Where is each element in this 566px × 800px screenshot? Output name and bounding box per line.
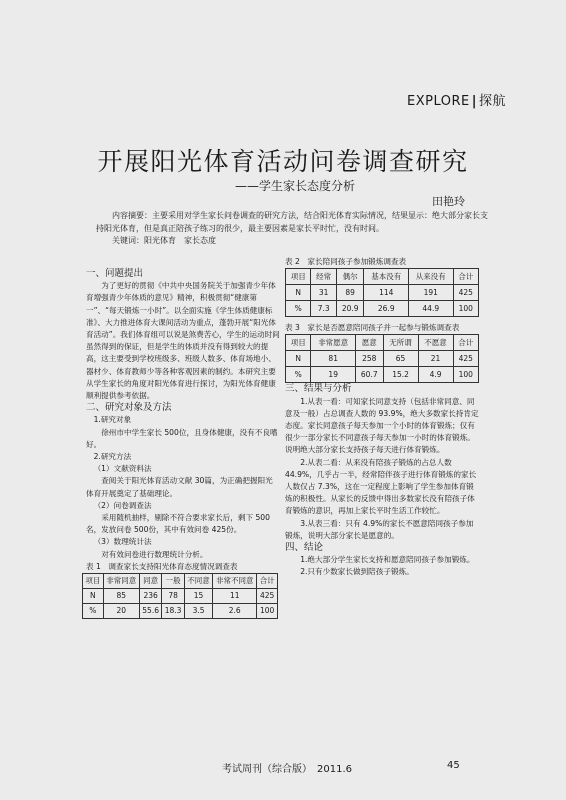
section-heading: 四、结论 (285, 542, 324, 554)
table-header-cell: 项目 (83, 574, 104, 589)
author-name: 田艳玲 (432, 195, 465, 208)
table-header-cell: 非常同意 (103, 574, 139, 589)
table-cell: 20 (103, 604, 139, 619)
paragraph: 2.从表二看：从来没有陪孩子锻炼的占总人数 44.9%，几乎占一半，经常陪伴孩子进行体育锻炼的家长人数仅占 7.3%，这在一定程度上影响了学生参加体育锻炼的积极性。从家长的反馈中得出多数家长没有陪孩子体育锻炼的意识，再加上家长平时生活工作较忙。 (285, 457, 477, 516)
paragraph: 查阅关于阳光体育活动文献 30篇，为正确把握阳光体育开展奠定了基础理论。 (86, 476, 273, 498)
table-cell: 425 (453, 285, 478, 301)
table-cell: 20.9 (336, 301, 364, 317)
table-caption: 表 3 家长是否愿意陪同孩子并一起参与锻炼调查表 (285, 323, 460, 333)
table-row (286, 367, 479, 383)
paragraph: 对有效问卷进行数理统计分析。 (101, 549, 208, 559)
table-cell: N (83, 589, 104, 604)
keywords: 关键词：阳光体育 家长态度 (112, 236, 216, 245)
paragraph: 为了更好的贯彻《中共中央国务院关于加强青少年体育增强青少年体质的意见》精神，积极贯彻“健康第一”、“每天锻炼一小时”。以全面实施《学生体质健康标准》、大力推进体育大课间活动为重点，蓬勃开展“阳光体育活动”。我们体育组可以说是煞费苦心，学生的运动时间虽然得到的保证，但是学生的体质并没有得到较大的提高，这主要受到学校班级多、班级人数多、体育场地小、器材少、体育教师少等各种客观因素的制约。本研究主要从学生家长的角度对阳光体育进行探讨，为阳光体育健康顺利提供参考依据。 (86, 281, 280, 401)
table-cell: 18.3 (162, 604, 184, 619)
table-cell: 258 (355, 351, 383, 367)
abstract-text: 内容摘要：主要采用对学生家长问卷调查的研究方法，结合阳光体育实际情况，结果显示：绝大部分家长支持阳光体育，但是真正陪孩子练习的很少，最主要因素是家长平时忙，没有时间。 (96, 211, 488, 233)
table-cell: 60.7 (355, 367, 383, 383)
table-cell: 7.3 (311, 301, 336, 317)
table-header-cell: 合计 (453, 335, 478, 351)
table-header-cell: 经常 (311, 269, 336, 285)
table-cell: 81 (311, 351, 356, 367)
table-header-cell: 无所谓 (383, 335, 418, 351)
table-header-cell: 不同意 (184, 574, 212, 589)
table-2 (285, 268, 479, 317)
table-3 (285, 334, 479, 383)
journal-issue: 2011.6 (317, 764, 352, 775)
table-cell: 15.2 (383, 367, 418, 383)
abstract (96, 210, 490, 248)
table-cell: 100 (257, 604, 278, 619)
paragraph: 徐州市中学生家长 500位，且身体健康，没有不良嗜好。 (86, 427, 278, 449)
subheading: （3）数理统计法 (93, 537, 152, 547)
table-row (286, 301, 479, 317)
paragraph: 采用随机抽样，剔除不符合要求家长后，剩下 500名，发放问卷 500份，其中有效问卷 425份。 (86, 513, 270, 535)
table-cell: 11 (213, 589, 257, 604)
table-cell: 191 (409, 285, 454, 301)
table-cell: 425 (453, 351, 478, 367)
table-header-cell: 不愿意 (418, 335, 453, 351)
table-cell: 44.9 (409, 301, 454, 317)
table-header-row (83, 574, 278, 589)
table-1 (82, 573, 278, 619)
table-header-cell: 基本没有 (364, 269, 409, 285)
table-cell: N (286, 351, 311, 367)
table-row (83, 604, 278, 619)
section-heading: 二、研究对象及方法 (86, 402, 172, 414)
left-column (86, 268, 280, 619)
table-header-cell: 合计 (257, 574, 278, 589)
table-header-cell: 非常愿意 (311, 335, 356, 351)
subheading: （1）文献资料法 (93, 464, 152, 474)
table-cell: % (83, 604, 104, 619)
table-header-cell: 非常不同意 (213, 574, 257, 589)
table-cell: 26.9 (364, 301, 409, 317)
table-cell: 85 (103, 589, 139, 604)
table-header-cell: 项目 (286, 269, 311, 285)
header-separator: | (471, 94, 477, 109)
table-header-cell: 一般 (162, 574, 184, 589)
table-cell: 65 (383, 351, 418, 367)
table-cell: N (286, 285, 311, 301)
table-row (286, 285, 479, 301)
table-cell: 31 (311, 285, 336, 301)
table-header-cell: 同意 (139, 574, 161, 589)
table-header-cell: 从来没有 (409, 269, 454, 285)
table-cell: 2.6 (213, 604, 257, 619)
article-title: 开展阳光体育活动问卷调查研究 (97, 147, 469, 176)
paragraph: 1.从表一看：可知家长同意支持（包括非常同意、同意及一般）占总调查人数的 93.9%，绝大多数家长持肯定态度。家长同意孩子每天参加一个小时的体育锻炼；仅有很少一部分家长不同意孩子每天参加一小时的体育锻炼。说明绝大部分家长支持孩子每天进行体育锻炼。 (285, 396, 479, 455)
table-cell: 425 (257, 589, 278, 604)
table-cell: 19 (311, 367, 356, 383)
subheading: （2）问卷调查法 (93, 500, 152, 510)
table-row (83, 589, 278, 604)
table-cell: % (286, 301, 311, 317)
table-header-cell: 合计 (453, 269, 478, 285)
section-heading: 三、结果与分析 (285, 383, 352, 395)
right-column (285, 256, 479, 579)
section-heading: 一、问题提出 (86, 268, 144, 279)
page-number: 45 (447, 760, 460, 771)
table-cell: 114 (364, 285, 409, 301)
article-subtitle: ——学生家长态度分析 (235, 179, 356, 193)
table-header-row (286, 335, 479, 351)
table-row (286, 351, 479, 367)
table-cell: 55.6 (139, 604, 161, 619)
subheading: 1.研究对象 (93, 415, 132, 425)
table-caption: 表 2 家长陪同孩子参加锻炼调查表 (285, 257, 407, 266)
journal-name: 考试周刊（综合版） (222, 764, 307, 775)
table-cell: 4.9 (418, 367, 453, 383)
table-cell: 100 (453, 367, 478, 383)
paragraph: 1.绝大部分学生家长支持和愿意陪同孩子参加锻炼。 (300, 555, 475, 565)
table-cell: 100 (453, 301, 478, 317)
table-header-cell: 偶尔 (336, 269, 364, 285)
table-header-cell: 项目 (286, 335, 311, 351)
section-header (407, 90, 506, 109)
table-cell: 3.5 (184, 604, 212, 619)
paragraph: 3.从表三看：只有 4.9%的家长不愿意陪同孩子参加锻炼，说明大部分家长是愿意的。 (285, 518, 474, 540)
journal-info (222, 760, 352, 775)
table-cell: 15 (184, 589, 212, 604)
paragraph: 2.只有少数家长做到陪孩子锻炼。 (300, 567, 414, 577)
section-label-en: EXPLORE (407, 94, 470, 109)
table-cell: 89 (336, 285, 364, 301)
table-cell: 21 (418, 351, 453, 367)
table-cell: 78 (162, 589, 184, 604)
table-cell: % (286, 367, 311, 383)
table-caption: 表 1 调查家长支持阳光体育态度情况调查表 (86, 561, 238, 571)
table-header-row (286, 269, 479, 285)
subheading: 2.研究方法 (93, 452, 132, 462)
table-header-cell: 愿意 (355, 335, 383, 351)
section-label-cn: 探航 (478, 94, 506, 109)
table-cell: 236 (139, 589, 161, 604)
